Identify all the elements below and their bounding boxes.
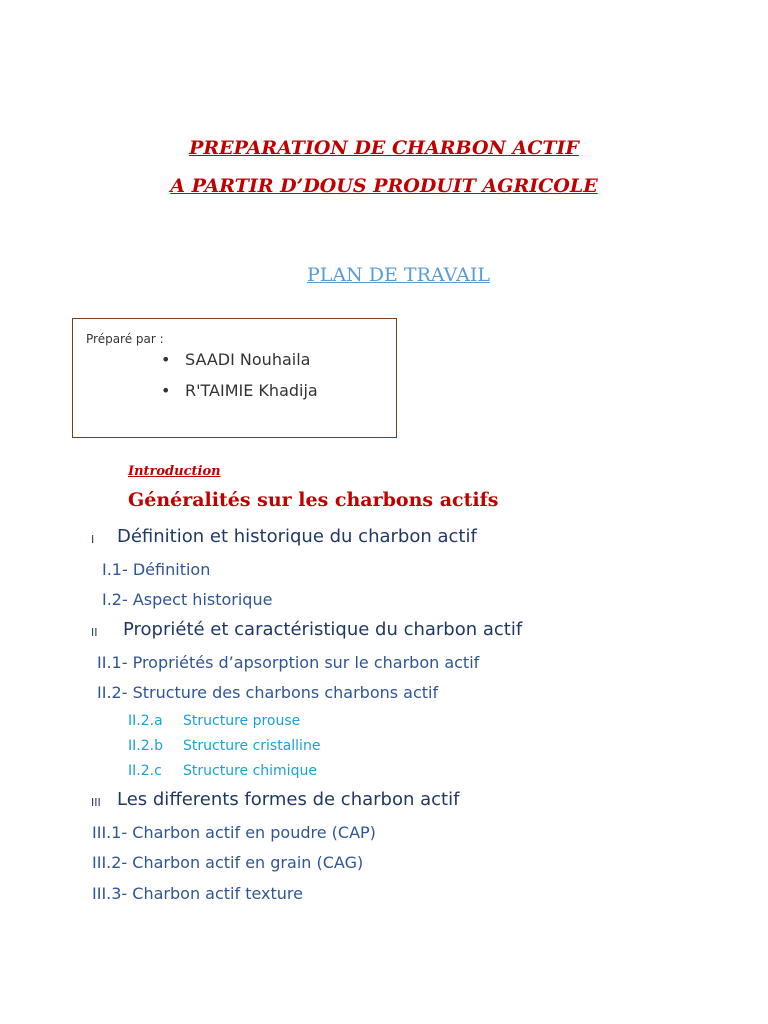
- toc-item-text: Propriétés d’apsorption sur le charbon actif: [132, 653, 480, 672]
- toc-item: [92, 853, 363, 872]
- toc-item: [102, 590, 272, 609]
- toc-item: [97, 653, 479, 672]
- document-title-line-2: A PARTIR D’DOUS PRODUIT AGRICOLE: [170, 175, 598, 197]
- toc-introduction: Introduction: [128, 464, 221, 479]
- prepared-by-box: [72, 318, 397, 438]
- toc-subitem-number: II.2.c: [128, 763, 162, 779]
- toc-item-text: Structure des charbons charbons actif: [132, 683, 439, 702]
- bullet-icon: •: [161, 381, 171, 400]
- toc-item-text: Aspect historique: [132, 590, 273, 609]
- toc-item-text: Charbon actif texture: [132, 884, 303, 903]
- toc-item: [92, 823, 376, 842]
- section-title: Définition et historique du charbon actif: [117, 526, 477, 547]
- toc-item-text: Charbon actif en poudre (CAP): [132, 823, 376, 842]
- section-title: Les differents formes de charbon actif: [117, 789, 460, 810]
- author-name: SAADI Nouhaila: [185, 350, 311, 369]
- toc-subitem-text: Structure chimique: [183, 763, 317, 779]
- section-numeral: III: [91, 796, 101, 809]
- toc-item-number: II.1-: [97, 653, 128, 672]
- toc-subitem-text: Structure prouse: [183, 713, 301, 729]
- document-title-line-1: PREPARATION DE CHARBON ACTIF: [189, 137, 579, 159]
- toc-subitem-text: Structure cristalline: [183, 738, 321, 754]
- toc-item-number: I.2-: [102, 590, 128, 609]
- author-item: [161, 350, 311, 369]
- toc-item-text: Charbon actif en grain (CAG): [132, 853, 364, 872]
- toc-item-number: III.1-: [92, 823, 128, 842]
- author-name: R'TAIMIE Khadija: [185, 381, 318, 400]
- toc-item-number: III.2-: [92, 853, 128, 872]
- bullet-icon: •: [161, 350, 171, 369]
- toc-item: [92, 884, 303, 903]
- section-numeral: II: [91, 626, 98, 639]
- plan-heading: PLAN DE TRAVAIL: [307, 264, 490, 286]
- toc-item-number: II.2-: [97, 683, 128, 702]
- toc-item: [97, 683, 438, 702]
- toc-subitem-number: II.2.b: [128, 738, 163, 754]
- toc-item-text: Définition: [132, 560, 211, 579]
- toc-item-number: I.1-: [102, 560, 128, 579]
- section-numeral: I: [91, 533, 95, 546]
- toc-generalites-heading: Généralités sur les charbons actifs: [128, 489, 499, 511]
- prepared-by-label: Préparé par :: [86, 332, 164, 346]
- toc-item: [102, 560, 210, 579]
- author-item: [161, 381, 318, 400]
- toc-item-number: III.3-: [92, 884, 128, 903]
- toc-subitem-number: II.2.a: [128, 713, 163, 729]
- section-title: Propriété et caractéristique du charbon actif: [123, 619, 523, 640]
